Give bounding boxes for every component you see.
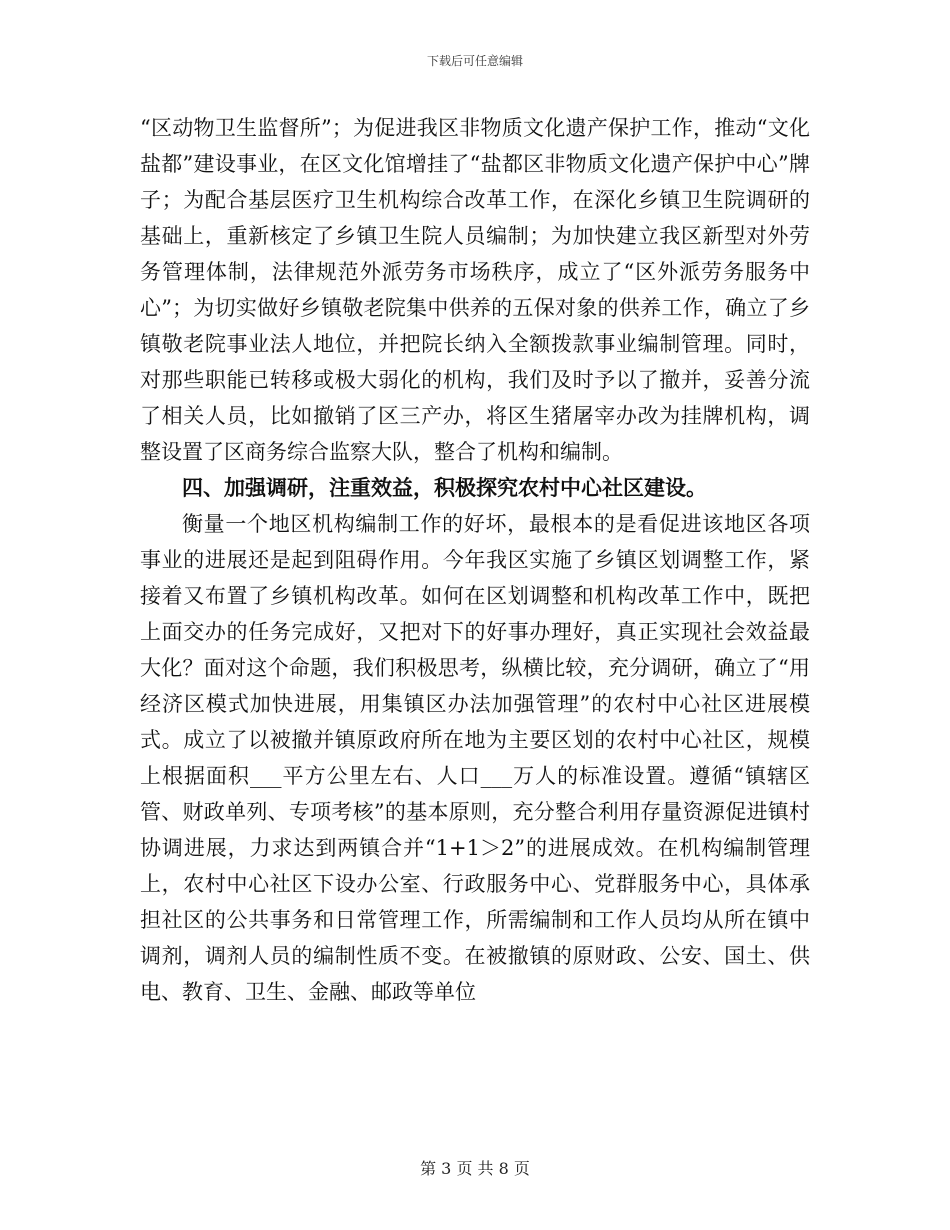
page-header: 下载后可任意编辑	[426, 54, 523, 68]
paragraph-continued: “区动物卫生监督所”；为促进我区非物质文化遗产保护工作，推动“文化盐都”建设事业，在区文化馆增挂了“盐都区非物质文化遗产保护中心”牌子；为配合基层医疗卫生机构综合改革工作，在深化乡镇卫生院调研的基础上，重新核定了乡镇卫生院人员编制；为加快建立我区新型对外劳务管理体制，法律规范外派劳务市场秩序，成立了“区外派劳务服务中心”；为切实做好乡镇敬老院集中供养的五保对象的供养工作，确立了乡镇敬老院事业法人地位，并把院长纳入全额拨款事业编制管理。同时，对那些职能已转移或极大弱化的机构，我们及时予以了撤并，妥善分流了相关人员，比如撤销了区三产办，将区生猪屠宰办改为挂牌机构，调整设置了区商务综合监察大队，整合了机构和编制。	[140, 116, 810, 464]
document-body	[140, 110, 810, 1010]
page-footer: 第 3 页 共 8 页	[420, 1159, 530, 1178]
section-heading: 四、加强调研，注重效益，积极探究农村中心社区建设。	[182, 475, 707, 500]
paragraph-body: 衡量一个地区机构编制工作的好坏，最根本的是看促进该地区各项事业的进展还是起到阻碍作用。今年我区实施了乡镇区划调整工作，紧接着又布置了乡镇机构改革。如何在区划调整和机构改革工作中，既把上面交办的任务完成好，又把对下的好事办理好，真正实现社会效益最大化？面对这个命题，我们积极思考，纵横比较，充分调研，确立了“用经济区模式加快进展，用集镇区办法加强管理”的农村中心社区进展模式。成立了以被撤并镇原政府所在地为主要区划的农村中心社区，规模上根据面积___平方公里左右、人口___万人的标准设置。遵循“镇辖区管、财政单列、专项考核”的基本原则，充分整合利用存量资源促进镇村协调进展，力求达到两镇合并“1+1＞2”的进展成效。在机构编制管理上，农村中心社区下设办公室、行政服务中心、党群服务中心，具体承担社区的公共事务和日常管理工作，所需编制和工作人员均从所在镇中调剂，调剂人员的编制性质不变。在被撤镇的原财政、公安、国土、供电、教育、卫生、金融、邮政等单位	[140, 512, 810, 1004]
